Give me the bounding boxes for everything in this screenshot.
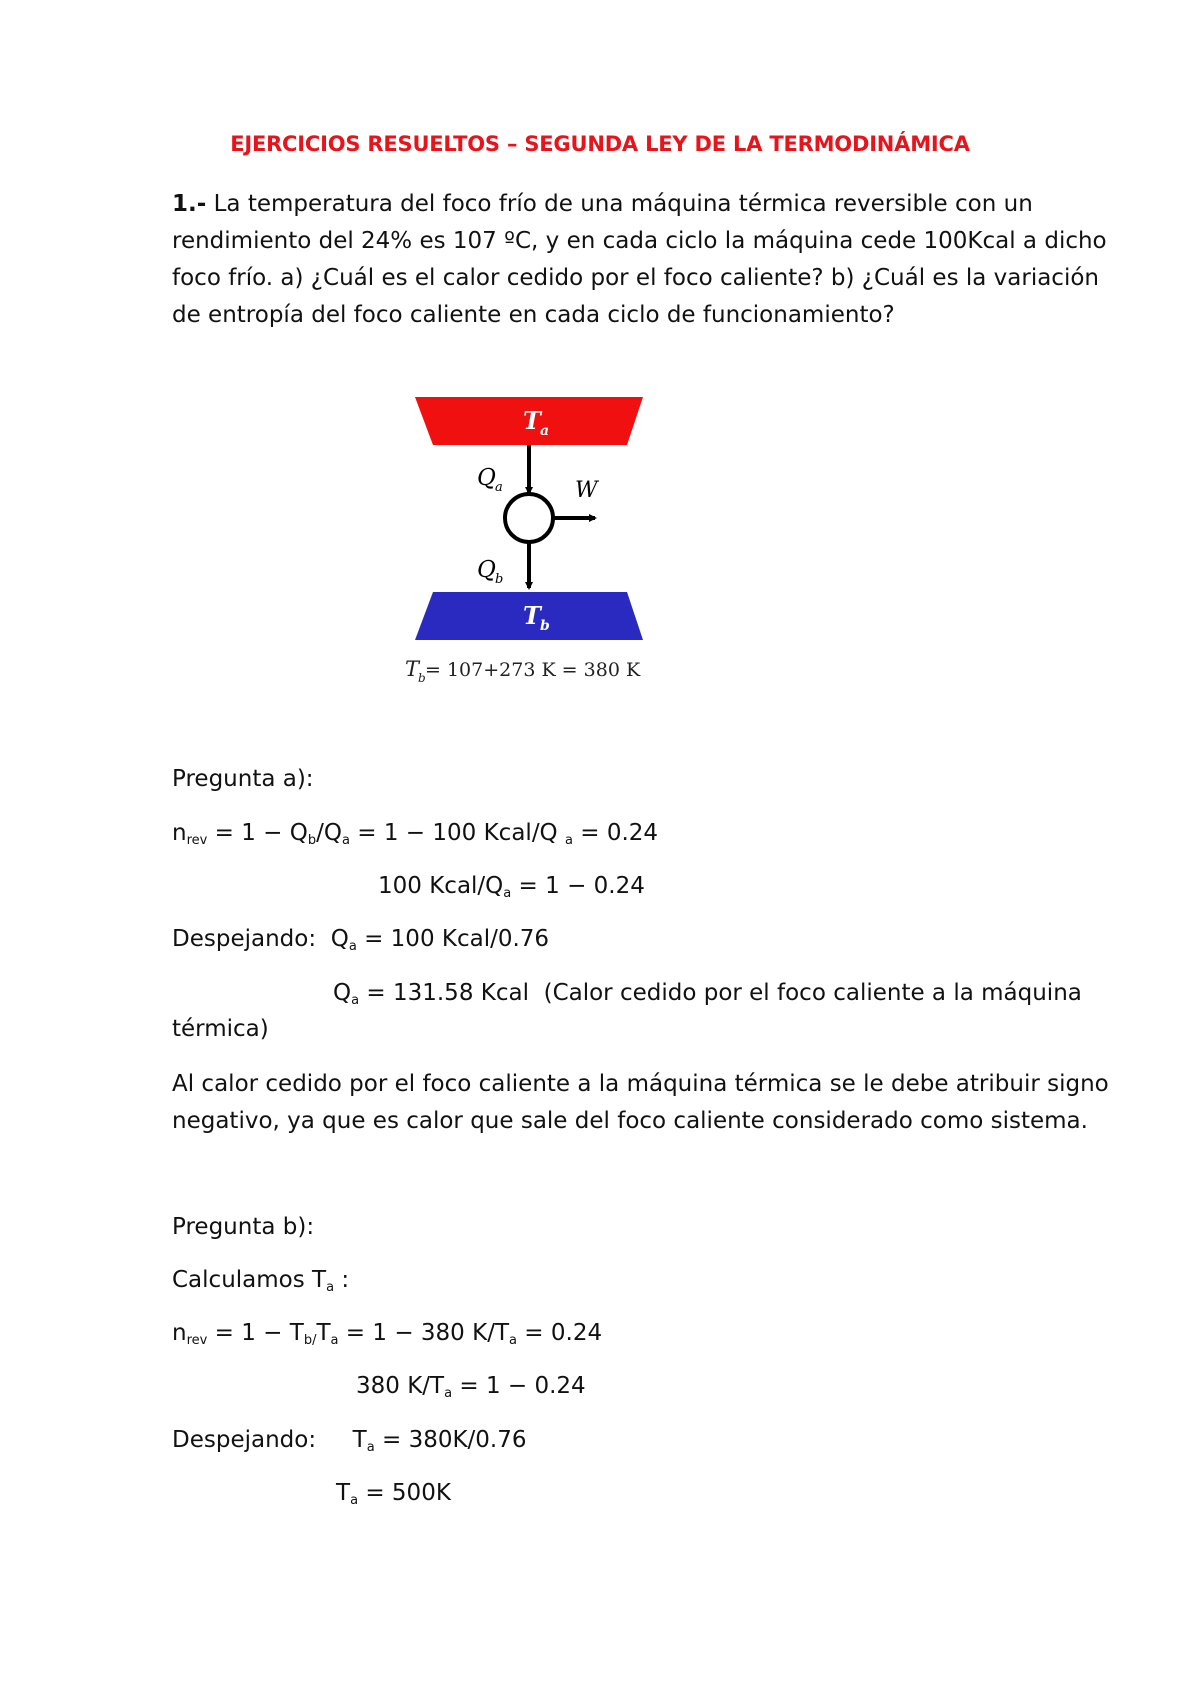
eq-text: = 1 − Q	[207, 820, 308, 846]
eq-text: = 0.24	[516, 1320, 603, 1346]
eq-text: Q	[333, 980, 352, 1006]
qa-label: Q	[477, 465, 496, 491]
eq-sub: rev	[186, 833, 208, 848]
eq-text: 380 K/T	[356, 1373, 445, 1399]
eq-sub: a	[366, 1440, 375, 1455]
engine-circle	[505, 494, 553, 542]
part-a-result-continuation: térmica)	[172, 1016, 269, 1042]
eq-sub: a	[351, 993, 360, 1008]
part-a-result-eq	[333, 978, 1082, 1008]
eq-text: = 100 Kcal/0.76	[356, 926, 550, 952]
eq-sub: b	[307, 833, 317, 848]
eq-text: Q	[330, 926, 349, 952]
hot-temp-label: T	[523, 406, 541, 435]
caption-sub: b	[418, 671, 426, 685]
eq-label: Despejando:	[172, 1427, 353, 1453]
caption-equation: = 107+273 K = 380 K	[425, 659, 641, 681]
part-a-heading: Pregunta a):	[172, 766, 314, 792]
eq-sub: a	[503, 886, 512, 901]
eq-sub: a	[326, 1280, 335, 1295]
qb-label: Q	[477, 557, 496, 583]
problem-statement	[172, 186, 1112, 334]
eq-text: = 0.24	[572, 820, 659, 846]
part-a-rearranged-eq	[378, 871, 645, 901]
eq-sub: a	[342, 833, 350, 848]
hot-temp-sub: a	[540, 423, 550, 439]
part-a-efficiency-eq	[172, 818, 658, 848]
eq-text: = 380K/0.76	[374, 1427, 527, 1453]
cold-temp-label: T	[523, 601, 541, 630]
eq-text: /Q	[316, 820, 342, 846]
part-b-calc-line	[172, 1265, 349, 1295]
eq-text: = 1 − 380 K/T	[338, 1320, 510, 1346]
eq-sub: a	[509, 1333, 517, 1348]
part-b-heading: Pregunta b):	[172, 1214, 315, 1240]
eq-text: T	[336, 1480, 351, 1506]
eq-symbol: n	[172, 1320, 187, 1346]
caption-symbol: T	[405, 657, 420, 681]
eq-sub: a	[564, 833, 573, 848]
part-b-efficiency-eq	[172, 1318, 602, 1348]
eq-text: T	[316, 1320, 331, 1346]
eq-text: = 1 − 0.24	[452, 1373, 586, 1399]
eq-text: :	[334, 1267, 350, 1293]
part-a-sign-note: Al calor cedido por el foco caliente a la máquina térmica se le debe atribuir signo negativo, ya que es calor que sale del foco caliente considerado como sistema.	[172, 1071, 1109, 1134]
eq-text: Calculamos T	[172, 1267, 327, 1293]
document-title: EJERCICIOS RESUELTOS – SEGUNDA LEY DE LA TERMODINÁMICA	[230, 132, 970, 156]
part-b-rearranged-eq	[356, 1371, 586, 1401]
eq-text: 100 Kcal/Q	[378, 873, 504, 899]
eq-text: = 500K	[358, 1480, 451, 1506]
eq-label: Despejando:	[172, 926, 331, 952]
heat-engine-diagram	[395, 385, 695, 695]
work-label: W	[575, 478, 598, 503]
eq-sub: a	[330, 1333, 339, 1348]
qa-sub: a	[495, 480, 503, 495]
problem-number: 1.-	[172, 191, 207, 217]
cold-temp-sub: b	[540, 618, 550, 634]
eq-sub: rev	[186, 1333, 208, 1348]
eq-symbol: n	[172, 820, 187, 846]
part-b-result-eq	[336, 1478, 451, 1508]
problem-text: La temperatura del foco frío de una máquina térmica reversible con un rendimiento del 24% es 107 ºC, y en cada ciclo la máquina cede 100Kcal a dicho foco frío. a) ¿Cuál es el calor cedido por el foco caliente? b) ¿Cuál es la variación de entropía del foco caliente en cada ciclo de funcionamiento?	[172, 191, 1107, 328]
qb-sub: b	[495, 572, 504, 587]
eq-text: = 1 − 100 Kcal/Q	[349, 820, 565, 846]
eq-text: = 131.58 Kcal (Calor cedido por el foco caliente a la máquina	[359, 980, 1082, 1006]
eq-text: T	[352, 1427, 367, 1453]
part-b-solve-eq	[172, 1425, 527, 1455]
eq-sub: a	[350, 1493, 359, 1508]
eq-sub: a	[348, 939, 357, 954]
part-a-solve-eq	[172, 924, 549, 954]
eq-sub: a	[444, 1386, 453, 1401]
eq-text: = 1 − 0.24	[511, 873, 645, 899]
eq-sub: b/	[303, 1333, 317, 1348]
eq-text: = 1 − T	[207, 1320, 304, 1346]
